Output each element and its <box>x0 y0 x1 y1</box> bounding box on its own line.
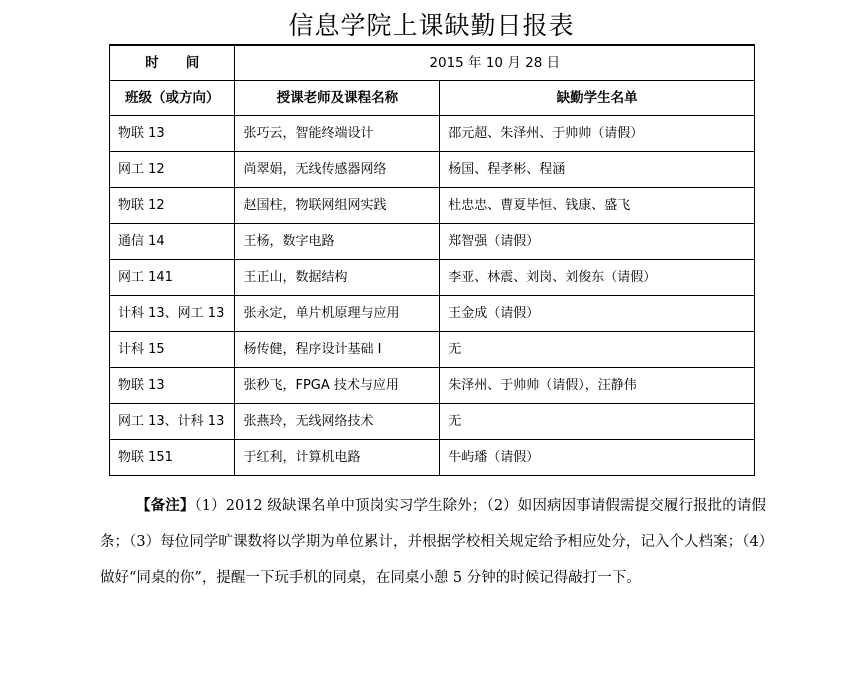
table-row <box>110 332 755 368</box>
report-title: 信息学院上课缺勤日报表 <box>288 11 575 40</box>
cell-class: 物联 13 <box>110 368 235 404</box>
cell-absent: 李亚、林震、刘岗、刘俊东（请假） <box>440 260 755 296</box>
cell-absent: 无 <box>440 332 755 368</box>
column-header-class: 班级（或方向） <box>110 81 235 116</box>
cell-absent: 朱泽州、于帅帅（请假），汪静伟 <box>440 368 755 404</box>
cell-absent: 杜忠忠、曹夏毕恒、钱康、盛飞 <box>440 188 755 224</box>
table-row <box>110 404 755 440</box>
column-header-row <box>110 81 755 116</box>
column-header-teacher: 授课老师及课程名称 <box>235 81 440 116</box>
cell-class: 通信 14 <box>110 224 235 260</box>
cell-absent: 邵元超、朱泽州、于帅帅（请假） <box>440 116 755 152</box>
cell-teacher: 赵国柱，物联网组网实践 <box>235 188 440 224</box>
cell-teacher: 尚翠娟，无线传感器网络 <box>235 152 440 188</box>
cell-teacher: 杨传健，程序设计基础 I <box>235 332 440 368</box>
notes-paragraph <box>100 488 766 596</box>
cell-class: 物联 151 <box>110 440 235 476</box>
report-date: 2015 年 10 月 28 日 <box>235 45 755 81</box>
table-row <box>110 224 755 260</box>
table-row <box>110 368 755 404</box>
table-row <box>110 116 755 152</box>
cell-class: 网工 12 <box>110 152 235 188</box>
cell-absent: 王金成（请假） <box>440 296 755 332</box>
cell-teacher: 张巧云，智能终端设计 <box>235 116 440 152</box>
table-row <box>110 260 755 296</box>
cell-class: 网工 13、计科 13 <box>110 404 235 440</box>
cell-class: 网工 141 <box>110 260 235 296</box>
table-row <box>110 440 755 476</box>
cell-teacher: 张燕玲，无线网络技术 <box>235 404 440 440</box>
cell-absent: 牛屿璠（请假） <box>440 440 755 476</box>
cell-teacher: 于红利，计算机电路 <box>235 440 440 476</box>
cell-class: 物联 12 <box>110 188 235 224</box>
column-header-absent: 缺勤学生名单 <box>440 81 755 116</box>
cell-teacher: 王杨，数字电路 <box>235 224 440 260</box>
cell-teacher: 张永定，单片机原理与应用 <box>235 296 440 332</box>
table-row <box>110 296 755 332</box>
cell-absent: 杨国、程孝彬、程涵 <box>440 152 755 188</box>
cell-absent: 无 <box>440 404 755 440</box>
table-row <box>110 188 755 224</box>
absence-table <box>109 44 755 476</box>
notes-label: 【备注】 <box>136 497 195 514</box>
cell-class: 物联 13 <box>110 116 235 152</box>
cell-teacher: 张秒飞，FPGA 技术与应用 <box>235 368 440 404</box>
cell-absent: 郑智强（请假） <box>440 224 755 260</box>
time-row <box>110 45 755 81</box>
cell-teacher: 王正山，数据结构 <box>235 260 440 296</box>
table-row <box>110 152 755 188</box>
notes-text: （1）2012 级缺课名单中顶岗实习学生除外；（2）如因病因事请假需提交履行报批的请假条；（3）每位同学旷课数将以学期为单位累计，并根据学校相关规定给予相应处分，记入个人档案；（4）做好“同桌的你”，提醒一下玩手机的同桌，在同桌小憩 5 分钟的时候记得敲打一下。 <box>100 498 766 586</box>
time-label: 时 间 <box>110 45 235 81</box>
cell-class: 计科 15 <box>110 332 235 368</box>
cell-class: 计科 13、网工 13 <box>110 296 235 332</box>
